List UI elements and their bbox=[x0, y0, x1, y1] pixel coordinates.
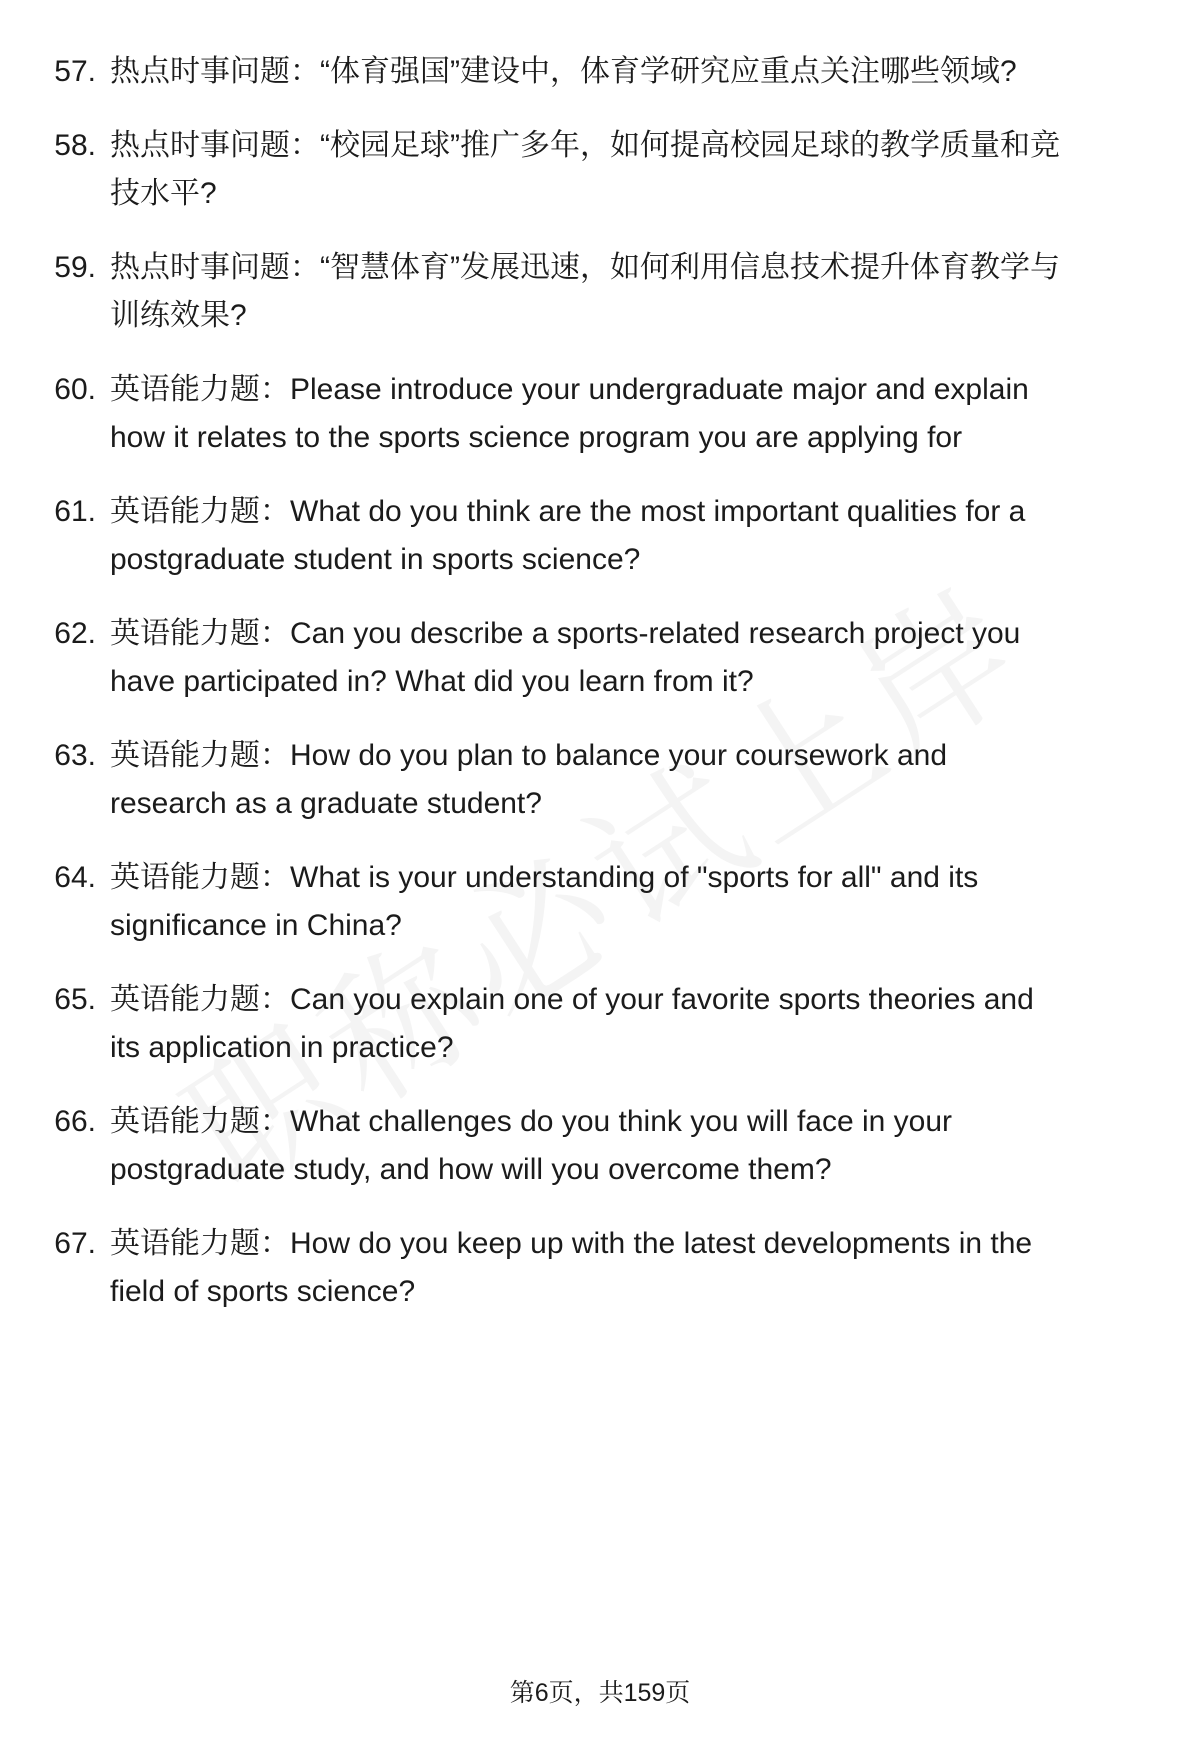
list-item bbox=[48, 366, 1130, 462]
question-number: 59. bbox=[54, 251, 96, 284]
list-item bbox=[48, 854, 1130, 950]
list-item bbox=[48, 122, 1130, 218]
question-text: 英语能力题：What is your understanding of "sports for all" and its significance in China? bbox=[110, 861, 979, 942]
question-text: 英语能力题：Can you describe a sports-related research project you have participated in? What did you learn from it? bbox=[110, 617, 1021, 698]
question-list bbox=[48, 48, 1130, 1316]
question-number: 61. bbox=[54, 495, 96, 528]
question-text: 热点时事问题：“智慧体育”发展迅速，如何利用信息技术提升体育教学与训练效果? bbox=[110, 251, 1060, 332]
question-text: 英语能力题：How do you keep up with the latest developments in the field of sports science? bbox=[110, 1227, 1033, 1308]
list-item bbox=[48, 244, 1130, 340]
list-item bbox=[48, 732, 1130, 828]
list-item bbox=[48, 1220, 1130, 1316]
page-footer: 第6页，共159页 bbox=[509, 1679, 691, 1707]
question-text: 英语能力题：What challenges do you think you will face in your postgraduate study, and how will you overcome them? bbox=[110, 1105, 953, 1186]
list-item bbox=[48, 488, 1130, 584]
question-number: 65. bbox=[54, 983, 96, 1016]
question-text: 英语能力题：Please introduce your undergraduate major and explain how it relates to the sports science program you are applying for bbox=[110, 373, 1029, 454]
list-item bbox=[48, 1098, 1130, 1194]
question-number: 63. bbox=[54, 739, 96, 772]
question-number: 67. bbox=[54, 1227, 96, 1260]
question-number: 62. bbox=[54, 617, 96, 650]
list-item bbox=[48, 976, 1130, 1072]
question-number: 64. bbox=[54, 861, 96, 894]
list-item bbox=[48, 48, 1130, 96]
list-item bbox=[48, 610, 1130, 706]
question-text: 热点时事问题：“体育强国”建设中，体育学研究应重点关注哪些领域? bbox=[110, 55, 1017, 88]
question-text: 热点时事问题：“校园足球”推广多年，如何提高校园足球的教学质量和竞技水平? bbox=[110, 129, 1060, 210]
question-text: 英语能力题：What do you think are the most important qualities for a postgraduate student in sports science? bbox=[110, 495, 1026, 576]
question-number: 58. bbox=[54, 129, 96, 162]
question-number: 60. bbox=[54, 373, 96, 406]
question-text: 英语能力题：Can you explain one of your favorite sports theories and its application in practice? bbox=[110, 983, 1034, 1064]
question-number: 66. bbox=[54, 1105, 96, 1138]
question-number: 57. bbox=[54, 55, 96, 88]
question-text: 英语能力题：How do you plan to balance your coursework and research as a graduate student? bbox=[110, 739, 948, 820]
